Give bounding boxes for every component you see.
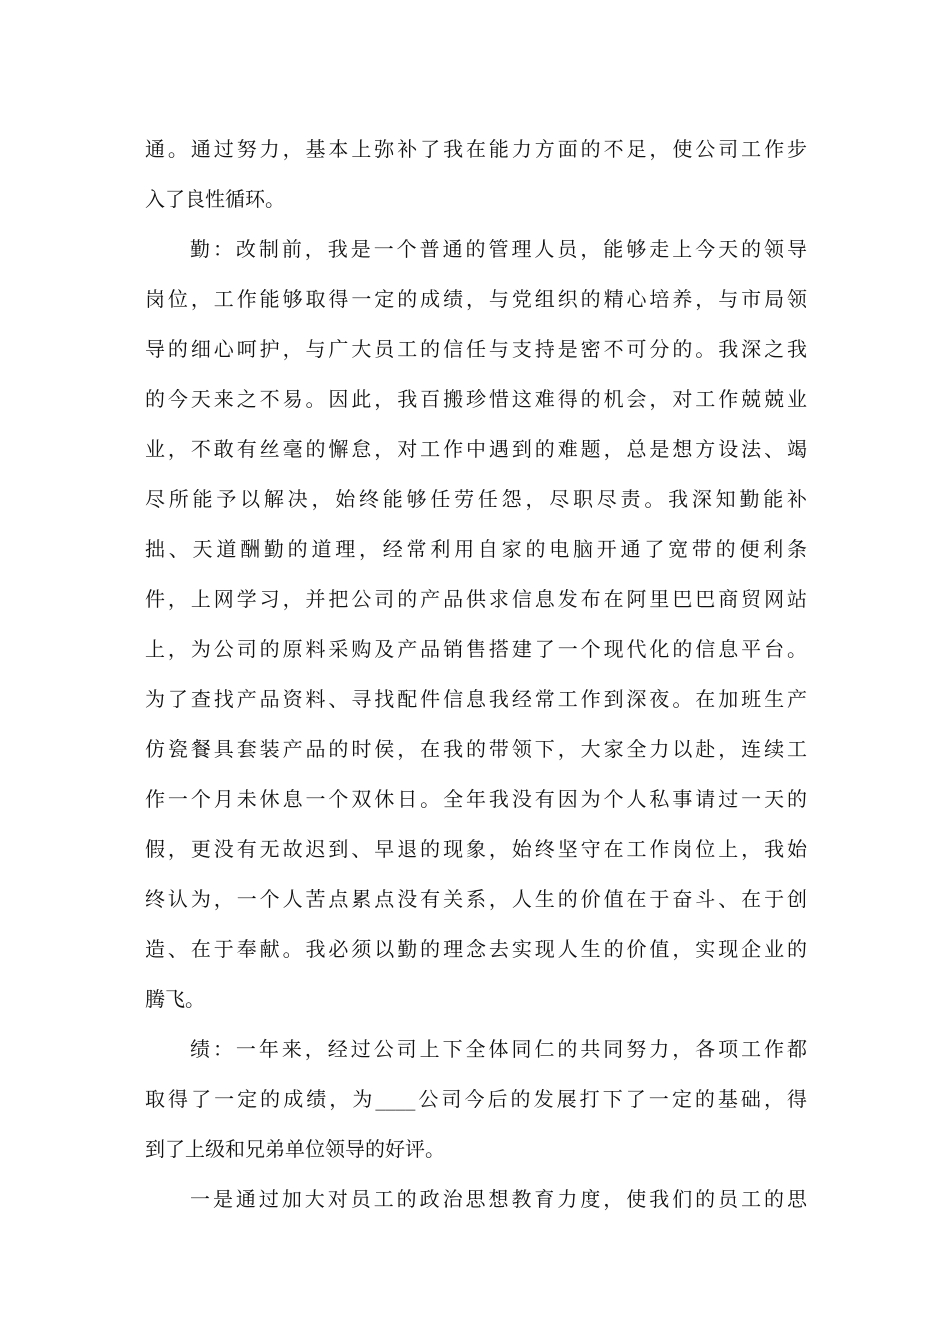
text-line: 到了上级和兄弟单位领导的好评。 bbox=[145, 1137, 445, 1161]
text-line: 终认为，一个人苦点累点没有关系，人生的价值在于奋斗、在于创 bbox=[145, 887, 807, 911]
text-line: 件，上网学习，并把公司的产品供求信息发布在阿里巴巴商贸网站 bbox=[145, 587, 807, 611]
text-line: 的今天来之不易。因此，我百搬珍惜这难得的机会，对工作兢兢业 bbox=[145, 387, 807, 411]
text-line: 上，为公司的原料采购及产品销售搭建了一个现代化的信息平台。 bbox=[145, 637, 807, 661]
text-line: 拙、天道酬勤的道理，经常利用自家的电脑开通了宽带的便利条 bbox=[145, 537, 807, 561]
text-line: 腾飞。 bbox=[145, 987, 205, 1011]
paragraph-start-line: 一是通过加大对员工的政治思想教育力度，使我们的员工的思 bbox=[190, 1187, 807, 1211]
text-line: 导的细心呵护，与广大员工的信任与支持是密不可分的。我深之我 bbox=[145, 337, 807, 361]
text-line: 通。通过努力，基本上弥补了我在能力方面的不足，使公司工作步 bbox=[145, 137, 807, 161]
paragraph-start-line: 勤：改制前，我是一个普通的管理人员，能够走上今天的领导 bbox=[190, 237, 807, 261]
text-line: 尽所能予以解决，始终能够任劳任怨，尽职尽责。我深知勤能补 bbox=[145, 487, 807, 511]
text-line: 假，更没有无故迟到、早退的现象，始终坚守在工作岗位上，我始 bbox=[145, 837, 807, 861]
text-line: 取得了一定的成绩，为____公司今后的发展打下了一定的基础，得 bbox=[145, 1087, 807, 1111]
paragraph-start-line: 绩：一年来，经过公司上下全体同仁的共同努力，各项工作都 bbox=[190, 1037, 807, 1061]
text-line: 入了良性循环。 bbox=[145, 187, 285, 211]
text-line: 作一个月未休息一个双休日。全年我没有因为个人私事请过一天的 bbox=[145, 787, 807, 811]
text-line: 为了查找产品资料、寻找配件信息我经常工作到深夜。在加班生产 bbox=[145, 687, 807, 711]
text-line: 业，不敢有丝毫的懈怠，对工作中遇到的难题，总是想方设法、竭 bbox=[145, 437, 807, 461]
text-line: 岗位，工作能够取得一定的成绩，与党组织的精心培养，与市局领 bbox=[145, 287, 807, 311]
text-line: 造、在于奉献。我必须以勤的理念去实现人生的价值，实现企业的 bbox=[145, 937, 807, 961]
text-line: 仿瓷餐具套装产品的时侯，在我的带领下，大家全力以赴，连续工 bbox=[145, 737, 807, 761]
body-text bbox=[145, 124, 807, 1224]
